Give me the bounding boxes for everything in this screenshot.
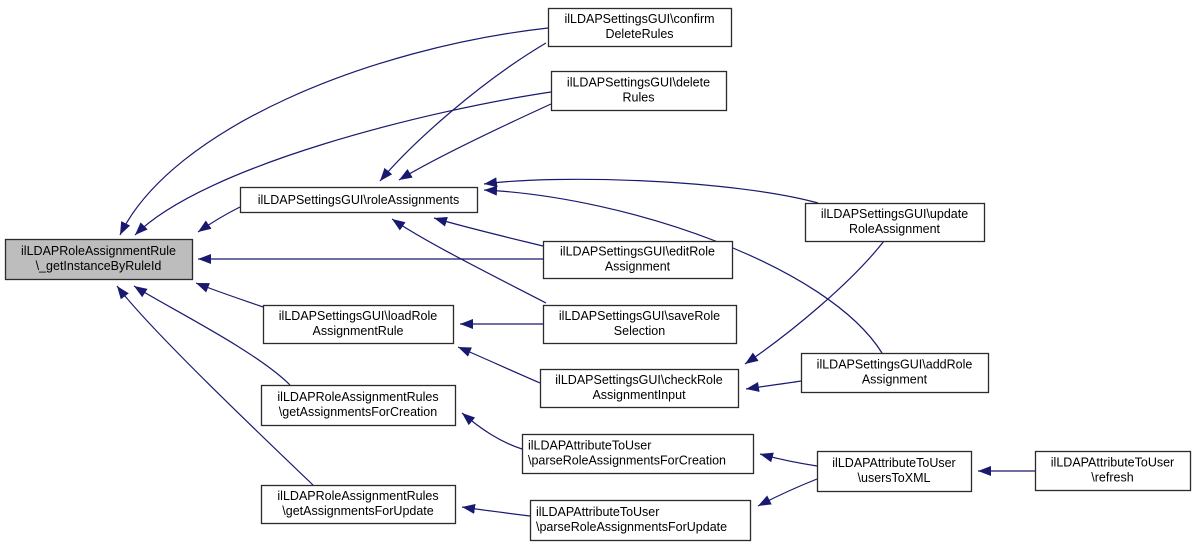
node-label-getAssignmentsForCreation-line0: ilLDAPRoleAssignmentRules (277, 390, 439, 404)
node-parseRoleAssignmentsForCreation[interactable] (523, 435, 754, 474)
node-label-refresh-line1: \refresh (1091, 470, 1134, 485)
node-label-parseRoleAssignmentsForUpdate-line1: \parseRoleAssignmentsForUpdate (536, 520, 728, 534)
node-label-addRoleAssignment-line0: ilLDAPSettingsGUI\addRole (816, 357, 973, 372)
node-deleteRules[interactable] (552, 72, 727, 111)
node-roleAssignments[interactable] (241, 188, 478, 213)
node-label-deleteRules-line1: Rules (622, 90, 655, 105)
node-label-refresh-line0: ilLDAPAttributeToUser (1050, 455, 1175, 470)
node-usersToXML[interactable] (818, 452, 972, 492)
node-label-usersToXML-line1: \usersToXML (857, 471, 931, 485)
node-label-updateRoleAssignment-line1: RoleAssignment (848, 222, 941, 236)
node-editRoleAssignment[interactable] (544, 242, 733, 279)
node-label-getAssignmentsForCreation-line1: \getAssignmentsForCreation (278, 405, 438, 419)
call-edge-deleteRules-to-getInstanceByRuleId (135, 92, 551, 235)
call-edge-checkRoleAssignmentInput-to-loadRoleAssignmentRule (458, 347, 540, 383)
node-getInstanceByRuleId (6, 240, 193, 280)
node-label-saveRoleSelection-line1: Selection (613, 324, 666, 338)
node-label-checkRoleAssignmentInput-line1: AssignmentInput (592, 388, 686, 402)
node-label-parseRoleAssignmentsForUpdate-line0: ilLDAPAttributeToUser (536, 505, 660, 519)
node-refresh[interactable] (1036, 452, 1191, 491)
node-updateRoleAssignment[interactable] (806, 204, 985, 242)
node-getAssignmentsForCreation[interactable] (262, 386, 456, 426)
node-label-parseRoleAssignmentsForCreation-line1: \parseRoleAssignmentsForCreation (528, 453, 727, 468)
node-label-confirmDeleteRules-line1: DeleteRules (605, 27, 674, 41)
node-getAssignmentsForUpdate[interactable] (262, 486, 456, 524)
call-edge-confirmDeleteRules-to-roleAssignments (380, 43, 546, 181)
node-checkRoleAssignmentInput[interactable] (541, 370, 739, 408)
call-edge-usersToXML-to-parseRoleAssignmentsForUpdate (758, 479, 817, 506)
node-confirmDeleteRules[interactable] (549, 9, 732, 47)
node-label-getInstanceByRuleId-line0: ilLDAPRoleAssignmentRule (21, 244, 176, 258)
node-label-roleAssignments-line0: ilLDAPSettingsGUI\roleAssignments (257, 193, 460, 207)
node-label-getAssignmentsForUpdate-line0: ilLDAPRoleAssignmentRules (277, 489, 439, 503)
node-loadRoleAssignmentRule[interactable] (264, 306, 454, 344)
node-label-confirmDeleteRules-line0: ilLDAPSettingsGUI\confirm (564, 12, 715, 26)
node-label-getInstanceByRuleId-line1: \_getInstanceByRuleId (35, 259, 162, 273)
call-edge-parseRoleAssignmentsForUpdate-to-getAssignmentsForUpdate (462, 507, 530, 516)
call-edge-loadRoleAssignmentRule-to-getInstanceByRuleId (196, 283, 263, 307)
call-edge-roleAssignments-to-getInstanceByRuleId (198, 207, 240, 232)
node-label-editRoleAssignment-line0: ilLDAPSettingsGUI\editRole (560, 244, 715, 259)
node-saveRoleSelection[interactable] (544, 306, 737, 344)
call-edge-addRoleAssignment-to-checkRoleAssignmentInput (746, 381, 801, 389)
call-edge-deleteRules-to-roleAssignments (399, 104, 551, 180)
node-addRoleAssignment[interactable] (802, 354, 989, 393)
node-label-deleteRules-line0: ilLDAPSettingsGUI\delete (566, 75, 711, 90)
node-label-loadRoleAssignmentRule-line1: AssignmentRule (312, 324, 404, 338)
node-label-editRoleAssignment-line1: Assignment (604, 259, 671, 274)
node-label-getAssignmentsForUpdate-line1: \getAssignmentsForUpdate (282, 504, 434, 518)
node-label-saveRoleSelection-line0: ilLDAPSettingsGUI\saveRole (558, 309, 721, 323)
call-edge-updateRoleAssignment-to-checkRoleAssignmentInput (745, 241, 884, 364)
node-label-addRoleAssignment-line1: Assignment (861, 372, 928, 387)
call-edge-saveRoleSelection-to-roleAssignments (392, 219, 546, 303)
call-edge-updateRoleAssignment-to-roleAssignments (484, 179, 818, 203)
node-label-updateRoleAssignment-line0: ilLDAPSettingsGUI\update (820, 207, 969, 221)
call-edge-editRoleAssignment-to-roleAssignments (434, 218, 543, 246)
node-label-usersToXML-line0: ilLDAPAttributeToUser (832, 456, 956, 470)
call-edge-parseRoleAssignmentsForCreation-to-getAssignmentsForCreation (462, 413, 522, 449)
node-label-loadRoleAssignmentRule-line0: ilLDAPSettingsGUI\loadRole (278, 309, 438, 323)
node-parseRoleAssignmentsForUpdate[interactable] (531, 501, 751, 541)
node-label-checkRoleAssignmentInput-line0: ilLDAPSettingsGUI\checkRole (555, 373, 723, 387)
call-edge-usersToXML-to-parseRoleAssignmentsForCreation (760, 454, 817, 466)
node-label-parseRoleAssignmentsForCreation-line0: ilLDAPAttributeToUser (528, 438, 652, 453)
